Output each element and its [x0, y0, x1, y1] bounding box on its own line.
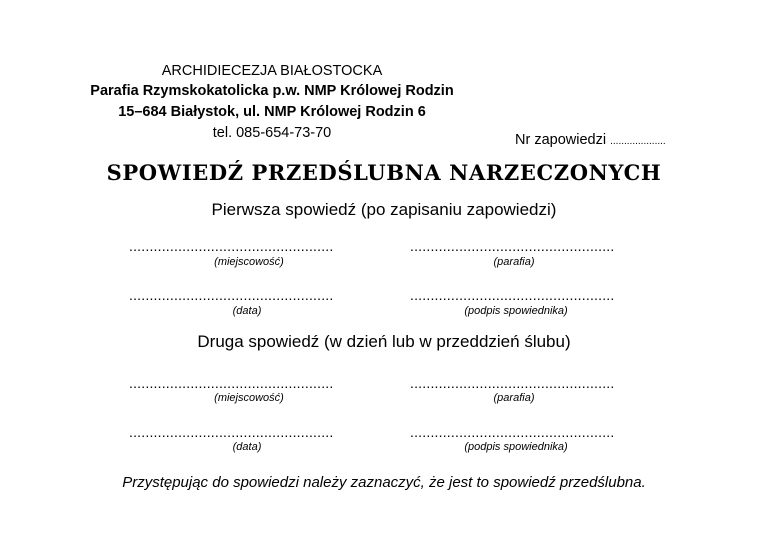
- first-date-caption: (data): [232, 305, 262, 317]
- first-date-dots: ..................................................: [129, 287, 334, 303]
- second-place-dots: ..................................................: [129, 375, 334, 391]
- first-signature-dots: ..................................................: [410, 287, 615, 303]
- announcement-number-dots: ....................: [610, 136, 666, 147]
- second-confession-heading: Druga spowiedź (w dzień lub w przeddzień ślubu): [197, 332, 571, 351]
- document-title: SPOWIEDŹ PRZEDŚLUBNA NARZECZONYCH: [106, 160, 662, 185]
- parish-address: 15–684 Białystok, ul. NMP Królowej Rodzin 6: [118, 104, 426, 120]
- first-place-caption: (miejscowość): [214, 256, 284, 268]
- second-signature-dots: ..................................................: [410, 424, 615, 440]
- second-place-caption: (miejscowość): [214, 392, 284, 404]
- first-confession-heading: Pierwsza spowiedź (po zapisaniu zapowiedzi): [211, 200, 557, 219]
- announcement-number-field: [515, 132, 666, 148]
- second-date-caption: (data): [232, 441, 262, 453]
- first-parish-caption: (parafia): [493, 256, 535, 268]
- second-parish-dots: ..................................................: [410, 375, 615, 391]
- announcement-number-label: Nr zapowiedzi: [515, 132, 607, 148]
- second-parish-caption: (parafia): [493, 392, 535, 404]
- first-signature-caption: (podpis spowiednika): [464, 305, 568, 317]
- second-signature-caption: (podpis spowiednika): [464, 441, 568, 453]
- second-date-dots: ..................................................: [129, 424, 334, 440]
- parish-phone: tel. 085-654-73-70: [212, 125, 332, 141]
- archdiocese-name: ARCHIDIECEZJA BIAŁOSTOCKA: [161, 63, 383, 79]
- first-parish-dots: ..................................................: [410, 238, 615, 254]
- parish-name: Parafia Rzymskokatolicka p.w. NMP Królowej Rodzin: [90, 83, 454, 99]
- footer-note: Przystępując do spowiedzi należy zaznaczyć, że jest to spowiedź przedślubna.: [122, 474, 646, 491]
- first-place-dots: ..................................................: [129, 238, 334, 254]
